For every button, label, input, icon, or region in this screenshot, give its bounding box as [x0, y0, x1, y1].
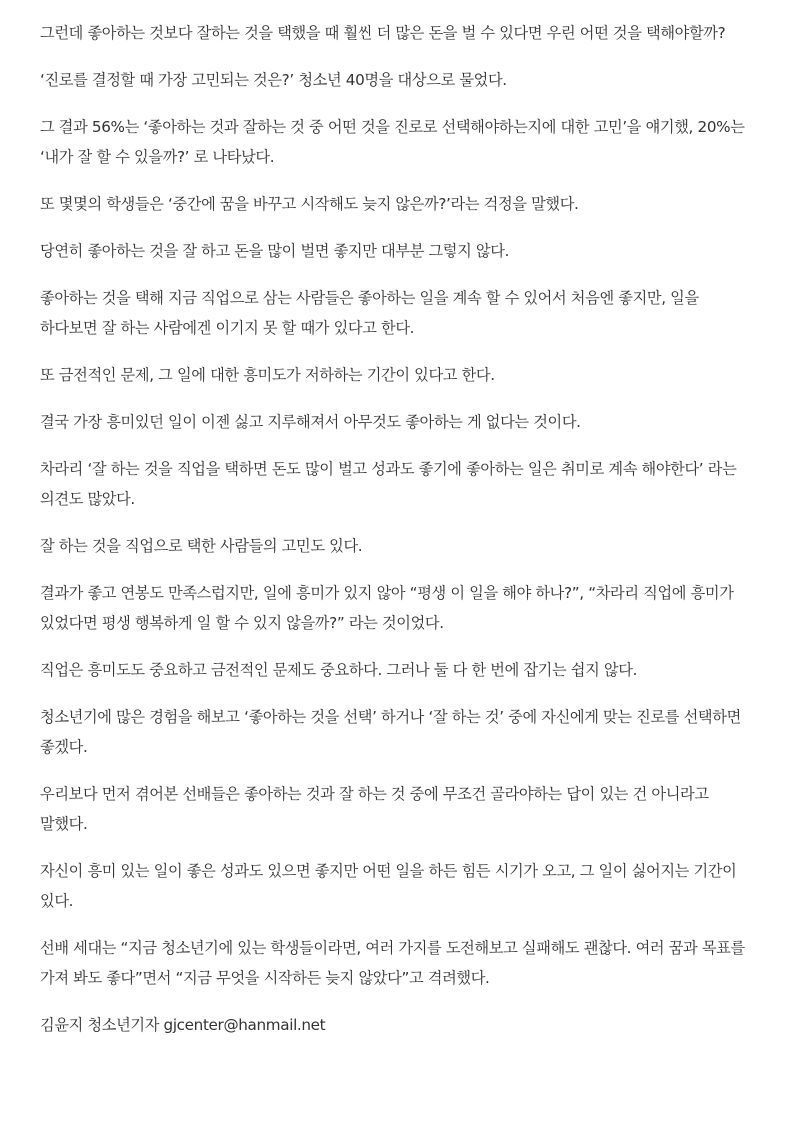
paragraph: ‘진로를 결정할 때 가장 고민되는 것은?’ 청소년 40명을 대상으로 물었다.: [40, 71, 507, 89]
paragraph: 또 금전적인 문제, 그 일에 대한 흥미도가 저하하는 기간이 있다고 한다.: [40, 366, 495, 384]
paragraph: 또 몇몇의 학생들은 ‘중간에 꿈을 바꾸고 시작해도 늦지 않은까?’라는 걱정을 말했다.: [40, 195, 579, 213]
paragraph: 그 결과 56%는 ‘좋아하는 것과 잘하는 것 중 어떤 것을 진로로 선택해야하는지에 대한 고민’을 얘기했, 20%는 ‘내가 잘 할 수 있을까?’ 로 나타났다.: [40, 118, 745, 166]
paragraph: 그런데 좋아하는 것보다 잘하는 것을 택했을 때 훨씬 더 많은 돈을 벌 수 있다면 우린 어떤 것을 택해야할까?: [40, 24, 726, 42]
paragraph: 당연히 좋아하는 것을 잘 하고 돈을 많이 벌면 좋지만 대부분 그렇지 않다.: [40, 242, 510, 260]
article-body: [40, 18, 760, 1057]
paragraph: 결과가 좋고 연봉도 만족스럽지만, 일에 흥미가 있지 않아 “평생 이 일을 해야 하나?”, “차라리 직업에 흥미가 있었다면 평생 행복하게 일 할 수 있지 않을까?” 라는 것이었다.: [40, 584, 734, 632]
paragraph: 선배 세대는 “지금 청소년기에 있는 학생들이라면, 여러 가지를 도전해보고 실패해도 괜찮다. 여러 꿈과 목표를 가져 봐도 좋다”면서 “지금 무엇을 시작하든 늦지 않았다”고 격려했다.: [40, 939, 745, 987]
paragraph: 자신이 흥미 있는 일이 좋은 성과도 있으면 좋지만 어떤 일을 하든 힘든 시기가 오고, 그 일이 싫어지는 기간이 있다.: [40, 862, 737, 910]
paragraph: 우리보다 먼저 겪어본 선배들은 좋아하는 것과 잘 하는 것 중에 무조건 골라야하는 답이 있는 건 아니라고 말했다.: [40, 785, 709, 833]
paragraph: 차라리 ‘잘 하는 것을 직업을 택하면 돈도 많이 벌고 성과도 좋기에 좋아하는 일은 취미로 계속 해야한다’ 라는 의견도 많았다.: [40, 460, 737, 508]
byline: 김윤지 청소년기자 gjcenter@hanmail.net: [40, 1016, 326, 1034]
paragraph: 결국 가장 흥미있던 일이 이젠 싫고 지루해져서 아무것도 좋아하는 게 없다는 것이다.: [40, 413, 581, 431]
paragraph: 잘 하는 것을 직업으로 택한 사람들의 고민도 있다.: [40, 537, 363, 555]
paragraph: 좋아하는 것을 택해 지금 직업으로 삼는 사람들은 좋아하는 일을 계속 할 수 있어서 처음엔 좋지만, 일을 하다보면 잘 하는 사람에겐 이기지 못 할 때가 있다고 한다.: [40, 289, 699, 337]
paragraph: 청소년기에 많은 경험을 해보고 ‘좋아하는 것을 선택’ 하거나 ‘잘 하는 것’ 중에 자신에게 맞는 진로를 선택하면 좋겠다.: [40, 708, 741, 756]
paragraph: 직업은 흥미도도 중요하고 금전적인 문제도 중요하다. 그러나 둘 다 한 번에 잡기는 쉽지 않다.: [40, 661, 638, 679]
